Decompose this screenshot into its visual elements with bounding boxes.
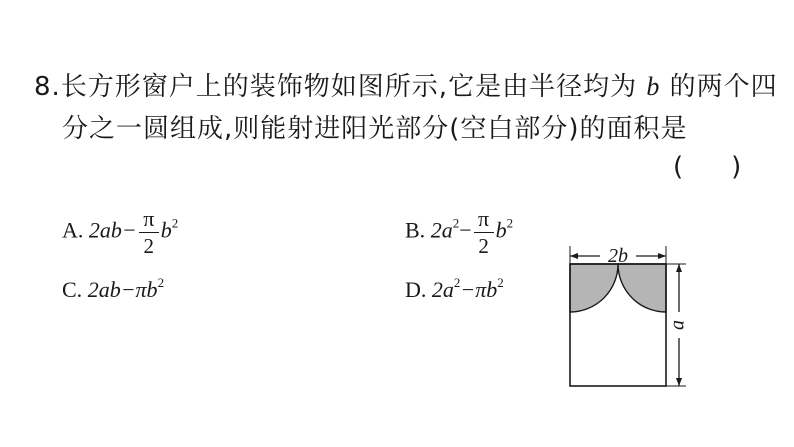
question-text-1: 8.长方形窗户上的装饰物如图所示,它是由半径均为 <box>34 72 638 102</box>
right-quarter-circle <box>618 264 666 312</box>
question-line-2: 分之一圆组成,则能射进阳光部分(空白部分)的面积是 <box>62 114 688 144</box>
option-a[interactable]: A. 2ab− $\frac{\pi}{2}$ $b^2$ <box>62 206 179 258</box>
left-quarter-circle <box>570 264 618 312</box>
height-arrow-bottom <box>676 378 682 386</box>
option-d-label: D. <box>405 277 427 302</box>
height-arrow-top <box>676 264 682 272</box>
option-c[interactable]: C. $2ab-\pi b^2$ <box>62 275 165 302</box>
question-text-1b: 的两个四 <box>669 72 778 102</box>
width-label: 2b <box>608 245 628 267</box>
option-a-fraction: $\frac{\pi}{2}$ <box>139 208 159 257</box>
option-d-expr: 2a <box>431 277 454 302</box>
option-b-expr: 2a <box>430 217 453 243</box>
option-a-label: A. <box>62 217 84 243</box>
option-d[interactable]: D. $2a^2-\pi b^2$ <box>405 275 504 302</box>
paren-open: ( <box>673 152 684 182</box>
paren-close: ) <box>731 152 742 182</box>
option-c-label: C. <box>62 277 83 302</box>
option-b-label: B. <box>405 217 426 243</box>
radius-variable: b <box>646 72 661 101</box>
height-label: a <box>666 320 689 330</box>
option-c-expr: 2ab−πb <box>87 277 158 302</box>
option-a-expr: 2ab− <box>88 217 137 243</box>
width-arrow-right <box>658 253 666 259</box>
width-arrow-left <box>570 253 578 259</box>
option-b-fraction: $\frac{\pi}{2}$ <box>474 208 494 257</box>
option-b[interactable]: B. $2a^2-$ $\frac{\pi}{2}$ $b^2$ <box>405 206 514 258</box>
